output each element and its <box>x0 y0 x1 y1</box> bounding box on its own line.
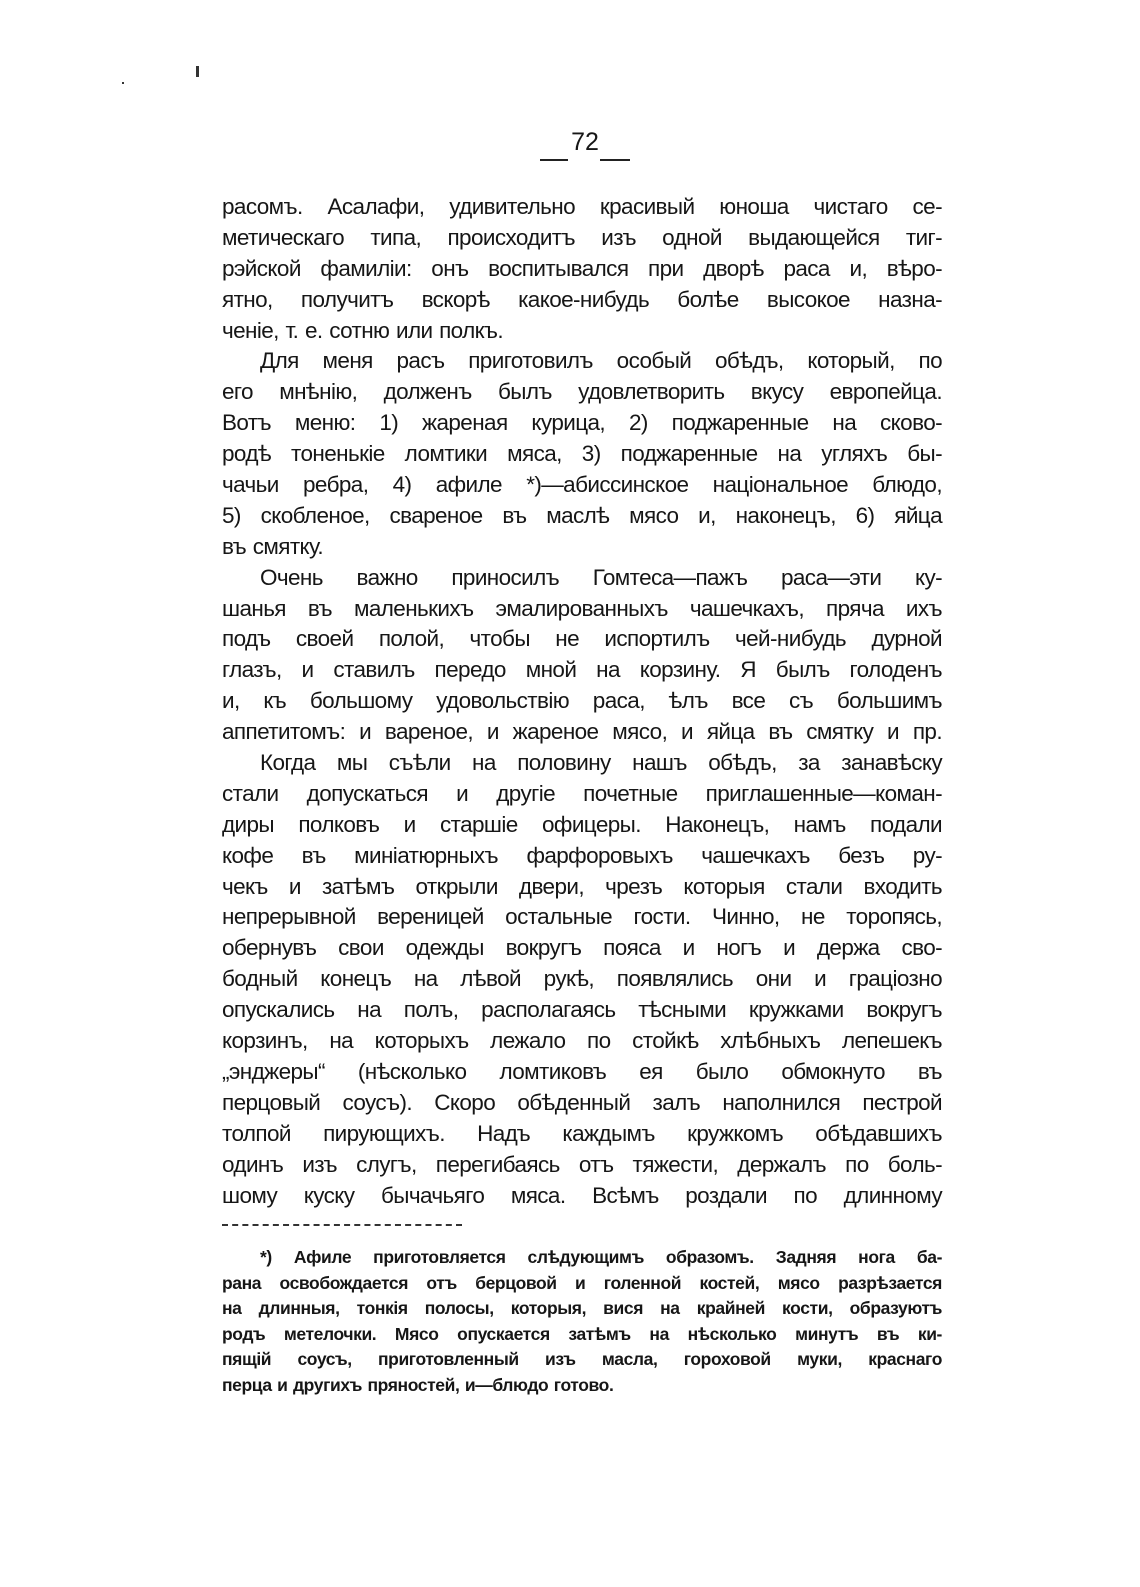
text-line: рана освобождается отъ берцовой и голенной костей, мясо разрѣзается <box>222 1272 942 1293</box>
text-line: рэйской фамиліи: онъ воспитывался при дворѣ раса и, вѣро- <box>222 255 942 281</box>
text-line: шанья въ маленькихъ эмалированныхъ чашечкахъ, пряча ихъ <box>222 595 942 621</box>
text-line: въ смятку. <box>222 533 324 559</box>
text-line: перцовый соусъ). Скоро обѣденный залъ наполнился пестрой <box>222 1089 942 1115</box>
text-line: 5) скобленое, свареное въ маслѣ мясо и, наконецъ, 6) яйца <box>222 502 942 528</box>
text-line: Очень важно приносилъ Гомтеса—пажъ раса—эти ку- <box>260 564 942 590</box>
text-line: обернувъ свои одежды вокругъ пояса и ногъ и держа сво- <box>222 935 942 961</box>
text-line: толпой пирующихъ. Надъ каждымъ кружкомъ обѣдавшихъ <box>222 1120 942 1146</box>
text-line: метическаго типа, происходитъ изъ одной выдающейся тиг- <box>222 224 942 250</box>
text-line: *) Афиле приготовляется слѣдующимъ образомъ. Задняя нога ба- <box>260 1247 942 1267</box>
text-line: перца и другихъ пряностей, и—блюдо готово. <box>222 1374 614 1395</box>
text-line: чачьи ребра, 4) афиле *)—абиссинское національное блюдо, <box>222 472 942 498</box>
text-line: расомъ. Асалафи, удивительно красивый юноша чистаго се- <box>222 194 942 219</box>
scan-speck <box>122 82 124 84</box>
text-line: пящій соусъ, приготовленный изъ масла, гороховой муки, краснаго <box>222 1349 942 1370</box>
text-line: непрерывной вереницей остальные гости. Чинно, не торопясь, <box>222 904 942 930</box>
scan-speck <box>196 66 199 77</box>
page-number-text: 72 <box>571 128 599 156</box>
paragraph <box>222 346 942 562</box>
text-line: его мнѣнію, долженъ былъ удовлетворить вкусу европейца. <box>222 379 942 405</box>
text-line: глазъ, и ставилъ передо мной на корзину. Я былъ голоденъ <box>222 657 942 683</box>
text-line: корзинъ, на которыхъ лежало по стойкѣ хлѣбныхъ лепешекъ <box>222 1028 942 1054</box>
text-line: диры полковъ и старшіе офицеры. Наконецъ, намъ подали <box>222 811 942 837</box>
paragraph <box>222 192 942 346</box>
text-line: опускались на полъ, располагаясь тѣсными кружками вокругъ <box>222 997 942 1023</box>
text-line: бодный конецъ на лѣвой рукѣ, появлялись они и граціозно <box>222 966 942 992</box>
text-line: кофе въ миніатюрныхъ фарфоровыхъ чашечкахъ безъ ру- <box>222 842 942 868</box>
text-line: и, къ большому удовольствію раса, ѣлъ все съ большимъ <box>222 688 942 714</box>
text-line: родъ метелочки. Мясо опускается затѣмъ на нѣсколько минутъ въ ки- <box>222 1323 942 1344</box>
text-line: одинъ изъ слугъ, перегибаясь отъ тяжести, держалъ по боль- <box>222 1151 942 1177</box>
paragraph <box>222 748 942 1211</box>
text-line: Для меня расъ приготовилъ особый обѣдъ, который, по <box>260 348 942 374</box>
text-line: родѣ тоненькіе ломтики мяса, 3) поджаренные на угляхъ бы- <box>222 441 942 467</box>
text-line: Когда мы съѣли на половину нашъ обѣдъ, за занавѣску <box>260 750 942 776</box>
footnote-separator <box>222 1224 462 1226</box>
paragraph <box>222 563 942 748</box>
page-number-rule-left <box>540 159 568 161</box>
page-number-rule-right <box>600 159 630 161</box>
text-line: Вотъ меню: 1) жареная курица, 2) поджаренные на сково- <box>222 410 942 436</box>
main-text <box>222 192 942 1211</box>
footnote <box>222 1245 942 1399</box>
text-line: чекъ и затѣмъ открыли двери, чрезъ которыя стали входить <box>222 873 942 899</box>
text-line: ченіе, т. е. сотню или полкъ. <box>222 317 503 343</box>
text-line: подъ своей полой, чтобы не испортилъ чей-нибудь дурной <box>222 626 942 652</box>
text-line: шому куску бычачьяго мяса. Всѣмъ роздали по длинному <box>222 1182 942 1208</box>
text-line: стали допускаться и другіе почетные приглашенные—коман- <box>222 780 942 806</box>
text-line: „энджеры“ (нѣсколько ломтиковъ ея было обмокнуто въ <box>222 1058 942 1084</box>
text-line: на длинныя, тонкія полосы, которыя, вися на крайней кости, образуютъ <box>222 1298 942 1319</box>
page-number <box>540 128 630 157</box>
text-line: ятно, получитъ вскорѣ какое-нибудь болѣе высокое назна- <box>222 286 942 312</box>
text-line: аппетитомъ: и вареное, и жареное мясо, и яйца въ смятку и пр. <box>222 719 942 745</box>
